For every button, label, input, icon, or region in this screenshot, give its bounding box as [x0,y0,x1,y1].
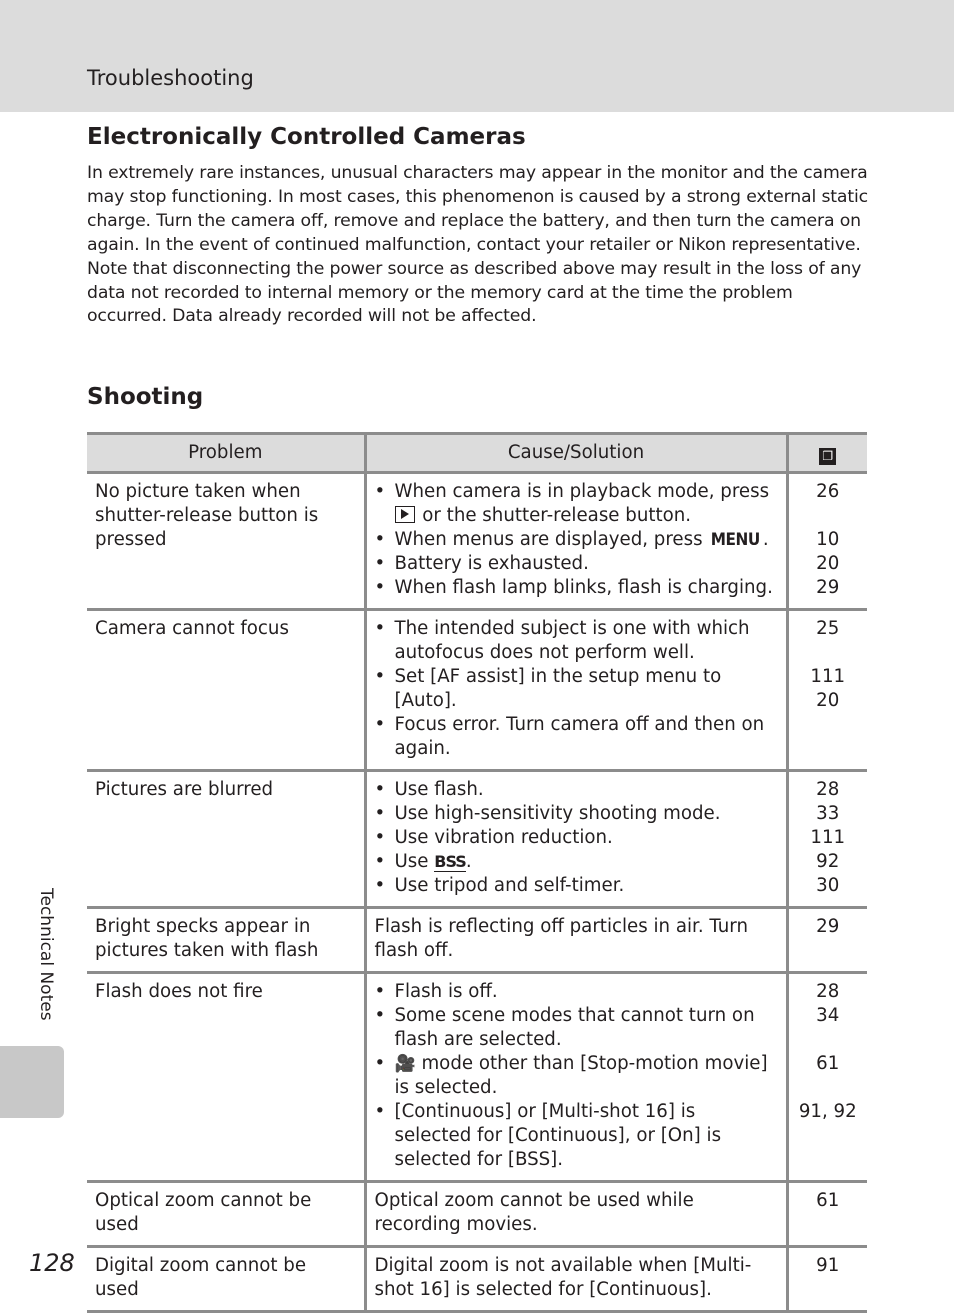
page-ref: 61 [816,1053,840,1074]
solution-item: • Use high-sensitivity shooting mode. [375,802,778,826]
page-ref: 29 [816,916,840,937]
page-reference-icon: ❐ [819,448,836,465]
solution-item: • The intended subject is one with which autofocus does not perform well. [375,617,778,665]
bss-icon: BSS [434,852,466,871]
table-row [87,973,867,1182]
solution-item: • Battery is exhausted. [375,552,778,576]
header-band [0,0,954,112]
solution-cell [365,610,787,771]
page-number: 128 [29,1249,75,1277]
table-row [87,473,867,610]
page-ref: 34 [816,1005,840,1026]
menu-icon: MENU [711,530,761,550]
movie-icon: 🎥 [394,1054,416,1074]
solution-item: • Use tripod and self-timer. [375,874,778,898]
solution-item: • [Continuous] or [Multi-shot 16] is selected for [Continuous], or [On] is selected for [BSS]. [375,1100,778,1172]
solution-cell [365,771,787,908]
table-row [87,1247,867,1312]
problem-cell: Flash does not fire [87,973,365,1182]
solution-item: • Use BSS. [375,850,778,874]
pages-cell [787,610,867,771]
solution-item: • Use vibration reduction. [375,826,778,850]
page-ref: 91, 92 [798,1101,857,1122]
header-solution: Cause/Solution [365,434,787,473]
table-row [87,908,867,973]
problem-cell: No picture taken when shutter-release button is pressed [87,473,365,610]
solution-item: • Some scene modes that cannot turn on flash are selected. [375,1004,778,1052]
table-row [87,771,867,908]
page-ref: 28 [816,779,840,800]
solution-cell [365,473,787,610]
pages-cell [787,1247,867,1312]
section-title-shooting: Shooting [87,384,204,410]
page-ref: 26 [816,481,840,502]
page-ref: 111 [810,827,846,848]
pages-cell [787,473,867,610]
solution-item: • When flash lamp blinks, flash is charging. [375,576,778,600]
section-title-electronic: Electronically Controlled Cameras [87,124,526,150]
pages-cell [787,771,867,908]
side-tab [0,1046,64,1118]
pages-cell [787,973,867,1182]
table-row [87,1182,867,1247]
troubleshooting-table [87,432,867,1313]
problem-cell: Digital zoom cannot be used [87,1247,365,1312]
page-ref: 91 [816,1255,840,1276]
solution-item: • Set [AF assist] in the setup menu to [Auto]. [375,665,778,713]
solution-cell: Optical zoom cannot be used while recording movies. [365,1182,787,1247]
page-ref: 28 [816,981,840,1002]
section-body-electronic: In extremely rare instances, unusual characters may appear in the monitor and the camera may stop functioning. In most cases, this phenomenon is caused by a strong external static charge. Turn the camera off, remove and replace the battery, and then turn the camera on again. In the event of continued malfunction, contact your retailer or Nikon representative. Note that disconnecting the power source as described above may result in the loss of any data not recorded to internal memory or the memory card at the time the problem occurred. Data already recorded will not be affected. [87,163,868,327]
page-ref: 92 [816,851,840,872]
solution-item: • Focus error. Turn camera off and then on again. [375,713,778,761]
page-ref: 10 [816,529,840,550]
problem-cell: Pictures are blurred [87,771,365,908]
solution-item: • 🎥 mode other than [Stop-motion movie] is selected. [375,1052,778,1100]
table-row [87,610,867,771]
problem-cell: Camera cannot focus [87,610,365,771]
header-title: Troubleshooting [87,66,254,90]
pages-cell [787,908,867,973]
side-section-label: Technical Notes [36,888,56,1021]
solution-cell: Digital zoom is not available when [Multi-shot 16] is selected for [Continuous]. [365,1247,787,1312]
solution-item: • Flash is off. [375,980,778,1004]
solution-item: • When menus are displayed, press MENU . [375,528,778,552]
page-ref: 20 [816,553,840,574]
problem-cell: Bright specks appear in pictures taken with flash [87,908,365,973]
problem-cell: Optical zoom cannot be used [87,1182,365,1247]
solution-item: • When camera is in playback mode, press or the shutter-release button. [375,480,778,528]
solution-cell: Flash is reflecting off particles in air. Turn flash off. [365,908,787,973]
page-ref: 33 [816,803,840,824]
table-header-row [87,434,867,473]
solution-item: • Use flash. [375,778,778,802]
page-ref: 61 [816,1190,840,1211]
page-ref: 29 [816,577,840,598]
playback-icon [395,506,415,523]
page-ref: 111 [810,666,846,687]
page-ref: 30 [816,875,840,896]
header-ref [787,434,867,473]
header-problem: Problem [87,434,365,473]
pages-cell [787,1182,867,1247]
page-ref: 25 [816,618,840,639]
solution-cell [365,973,787,1182]
page-ref: 20 [816,690,840,711]
